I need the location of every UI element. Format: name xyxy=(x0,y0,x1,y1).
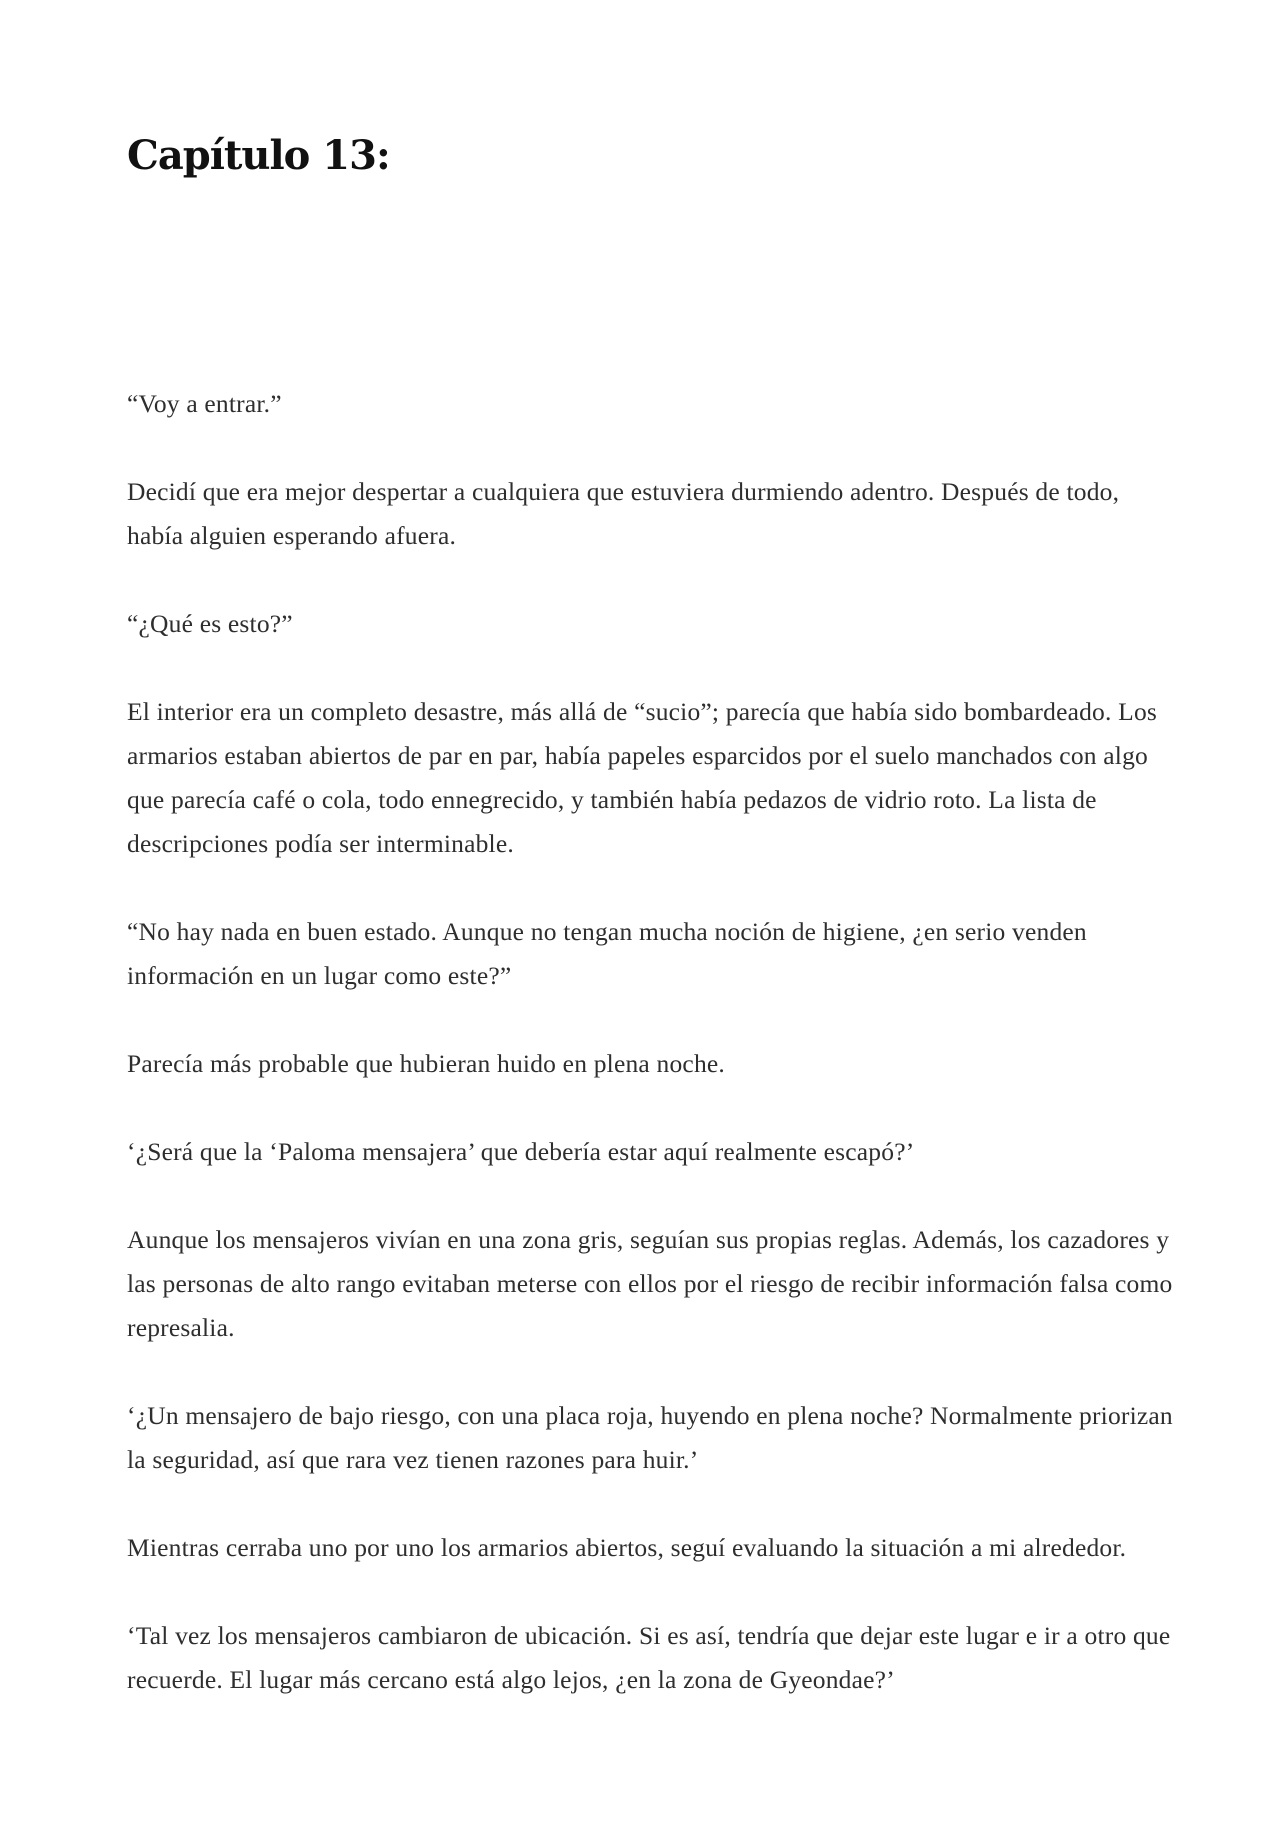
paragraph: “No hay nada en buen estado. Aunque no tengan mucha noción de higiene, ¿en serio venden información en un lugar como este?” xyxy=(127,917,1087,990)
paragraph: ‘¿Un mensajero de bajo riesgo, con una placa roja, huyendo en plena noche? Normalmente priorizan la seguridad, así que rara vez tienen razones para huir.’ xyxy=(127,1401,1173,1474)
paragraph: Mientras cerraba uno por uno los armarios abiertos, seguí evaluando la situación a mi alrededor. xyxy=(127,1533,1127,1562)
paragraph: “¿Qué es esto?” xyxy=(127,609,293,638)
paragraph: Aunque los mensajeros vivían en una zona gris, seguían sus propias reglas. Además, los cazadores y las personas de alto rango evitaban meterse con ellos por el riesgo de recibir información falsa como represalia. xyxy=(127,1225,1173,1342)
chapter-title: Capítulo 13: xyxy=(127,132,390,179)
paragraph: ‘¿Será que la ‘Paloma mensajera’ que debería estar aquí realmente escapó?’ xyxy=(127,1137,915,1166)
paragraph: Decidí que era mejor despertar a cualquiera que estuviera durmiendo adentro. Después de todo, había alguien esperando afuera. xyxy=(127,477,1120,550)
chapter-body xyxy=(127,382,1177,1746)
paragraph: Parecía más probable que hubieran huido en plena noche. xyxy=(127,1049,725,1078)
paragraph: ‘Tal vez los mensajeros cambiaron de ubicación. Si es así, tendría que dejar este lugar e ir a otro que recuerde. El lugar más cercano está algo lejos, ¿en la zona de Gyeondae?’ xyxy=(127,1621,1171,1694)
paragraph: El interior era un completo desastre, más allá de “sucio”; parecía que había sido bombardeado. Los armarios estaban abiertos de par en par, había papeles esparcidos por el suelo manchados con algo que parecía café o cola, todo ennegrecido, y también había pedazos de vidrio roto. La lista de descripciones podía ser interminable. xyxy=(127,697,1158,858)
paragraph: “Voy a entrar.” xyxy=(127,389,282,418)
